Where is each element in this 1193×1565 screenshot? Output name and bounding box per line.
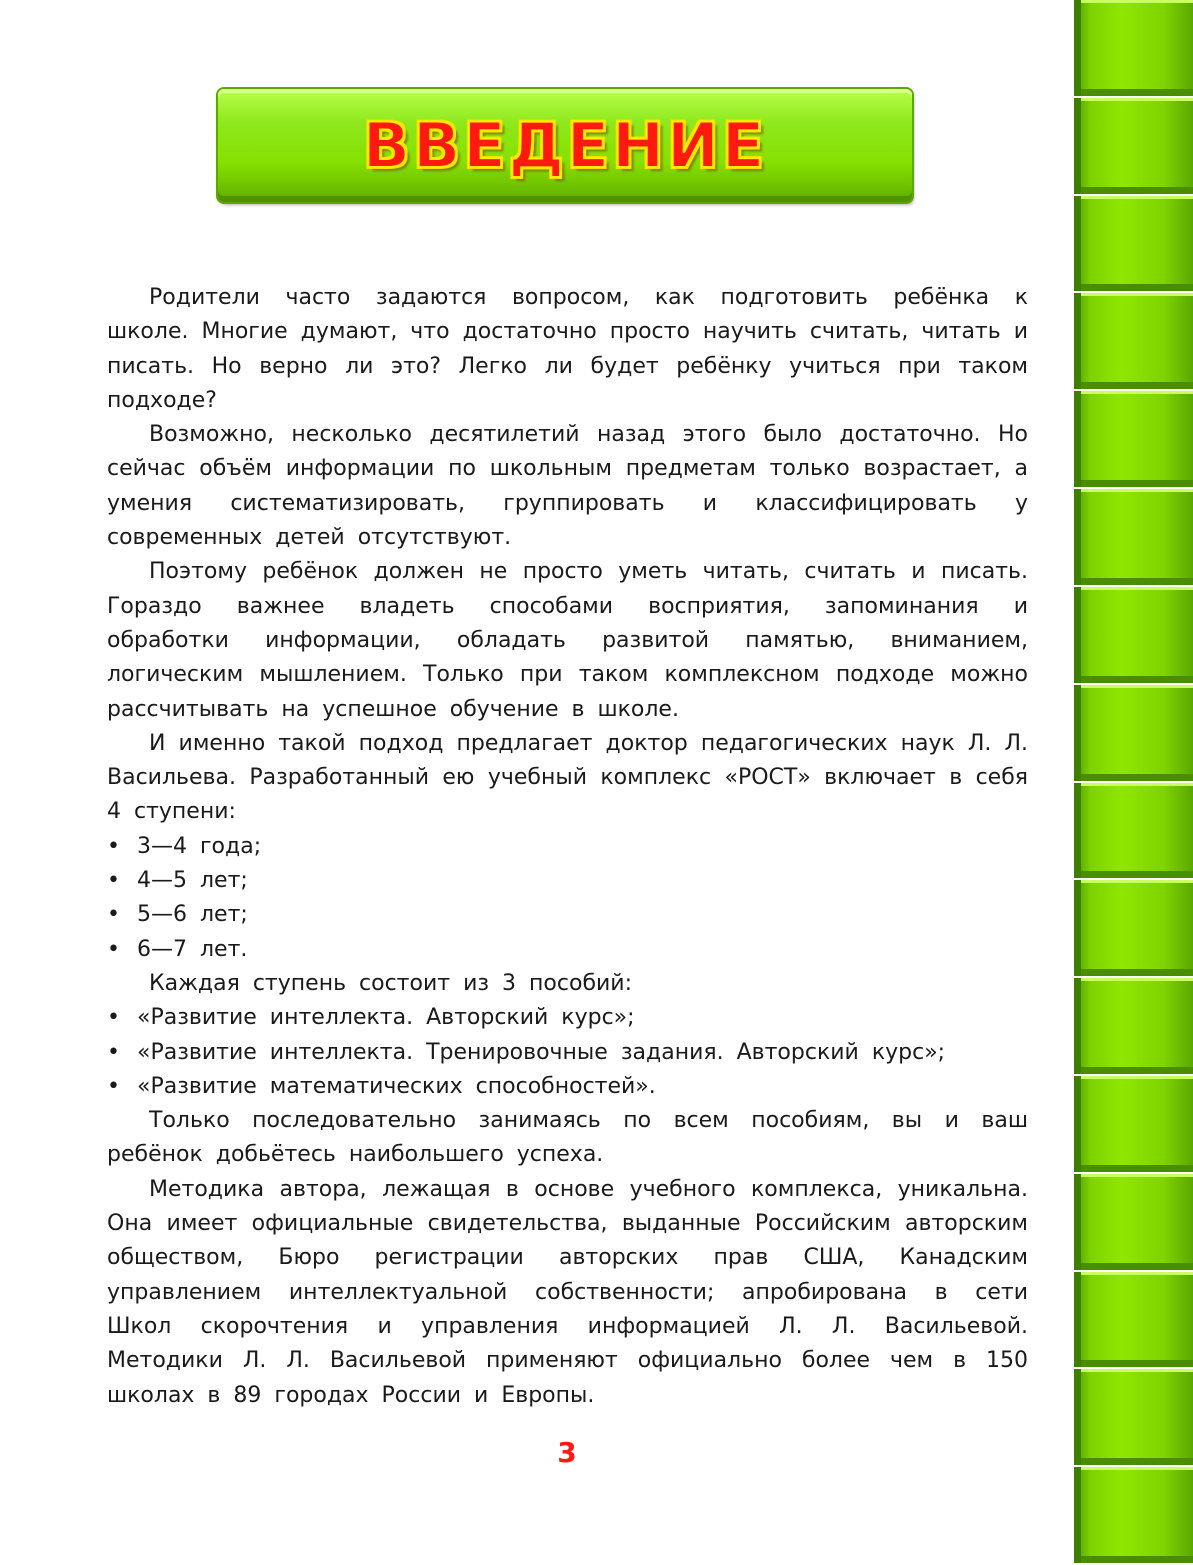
paragraph: Методика автора, лежащая в основе учебного комплекса, уникальна. Она имеет официальные свидетельства, выданные Российским авторским обществом, Бюро регистрации авторских прав США, Канадским управлением интеллектуальной собственности; апробирована в сети Школ скорочтения и управления информацией Л. Л. Васильевой. Методики Л. Л. Васильевой применяют официально более чем в 150 школах в 89 городах России и Европы. <box>107 1176 1028 1408</box>
strip-block <box>1074 685 1193 781</box>
list-item: • 4—5 лет; <box>107 864 1028 898</box>
title-banner <box>218 89 912 202</box>
strip-block <box>1074 1174 1193 1270</box>
list-item: • 5—6 лет; <box>107 898 1028 932</box>
strip-block <box>1074 98 1193 194</box>
strip-block <box>1074 391 1193 487</box>
page-number: 3 <box>557 1436 577 1469</box>
strip-block <box>1074 587 1193 683</box>
paragraph: Возможно, несколько десятилетий назад этого было достаточно. Но сейчас объём информации по школьным предметам только возрастает, а умения систематизировать, группировать и классифицировать у современных детей отсутствуют. <box>107 422 1028 551</box>
list-item: • 6—7 лет. <box>107 933 1028 967</box>
paragraph: Поэтому ребёнок должен не просто уметь читать, считать и писать. Гораздо важнее владеть способами восприятия, запоминания и обработки информации, обладать развитой памятью, вниманием, логическим мышлением. Только при таком комплексном подходе можно рассчитывать на успешное обучение в школе. <box>107 559 1028 722</box>
paragraph: Родители часто задаются вопросом, как подготовить ребёнка к школе. Многие думают, что достаточно просто научить считать, читать и писать. Но верно ли это? Легко ли будет ребёнку учиться при таком подходе? <box>107 285 1028 413</box>
strip-block <box>1074 489 1193 585</box>
list-item: • 3—4 года; <box>107 830 1028 864</box>
strip-block <box>1074 293 1193 389</box>
strip-block <box>1074 196 1193 292</box>
strip-block <box>1074 783 1193 879</box>
side-decoration-strip <box>1074 0 1193 1565</box>
strip-block <box>1074 880 1193 976</box>
stages-list <box>107 830 1028 967</box>
strip-block <box>1074 978 1193 1074</box>
list-item: • «Развитие интеллекта. Авторский курс»; <box>107 1001 1028 1035</box>
books-list <box>107 1001 1028 1104</box>
paragraph: И именно такой подход предлагает доктор педагогических наук Л. Л. Васильева. Разработанный ею учебный комплекс «РОСТ» включает в себя 4 ступени: <box>107 730 1028 825</box>
page-title: ВВЕДЕНИЕ <box>362 109 768 182</box>
strip-block <box>1074 0 1193 96</box>
main-text <box>107 281 1028 1413</box>
strip-block <box>1074 1272 1193 1368</box>
list-item: • «Развитие математических способностей». <box>107 1070 1028 1104</box>
list-item: • «Развитие интеллекта. Тренировочные задания. Авторский курс»; <box>107 1036 1028 1070</box>
strip-block <box>1074 1467 1193 1563</box>
paragraph: Только последовательно занимаясь по всем пособиям, вы и ваш ребёнок добьётесь наибольшего успеха. <box>107 1108 1028 1168</box>
strip-block <box>1074 1076 1193 1172</box>
paragraph: Каждая ступень состоит из 3 пособий: <box>149 970 633 996</box>
